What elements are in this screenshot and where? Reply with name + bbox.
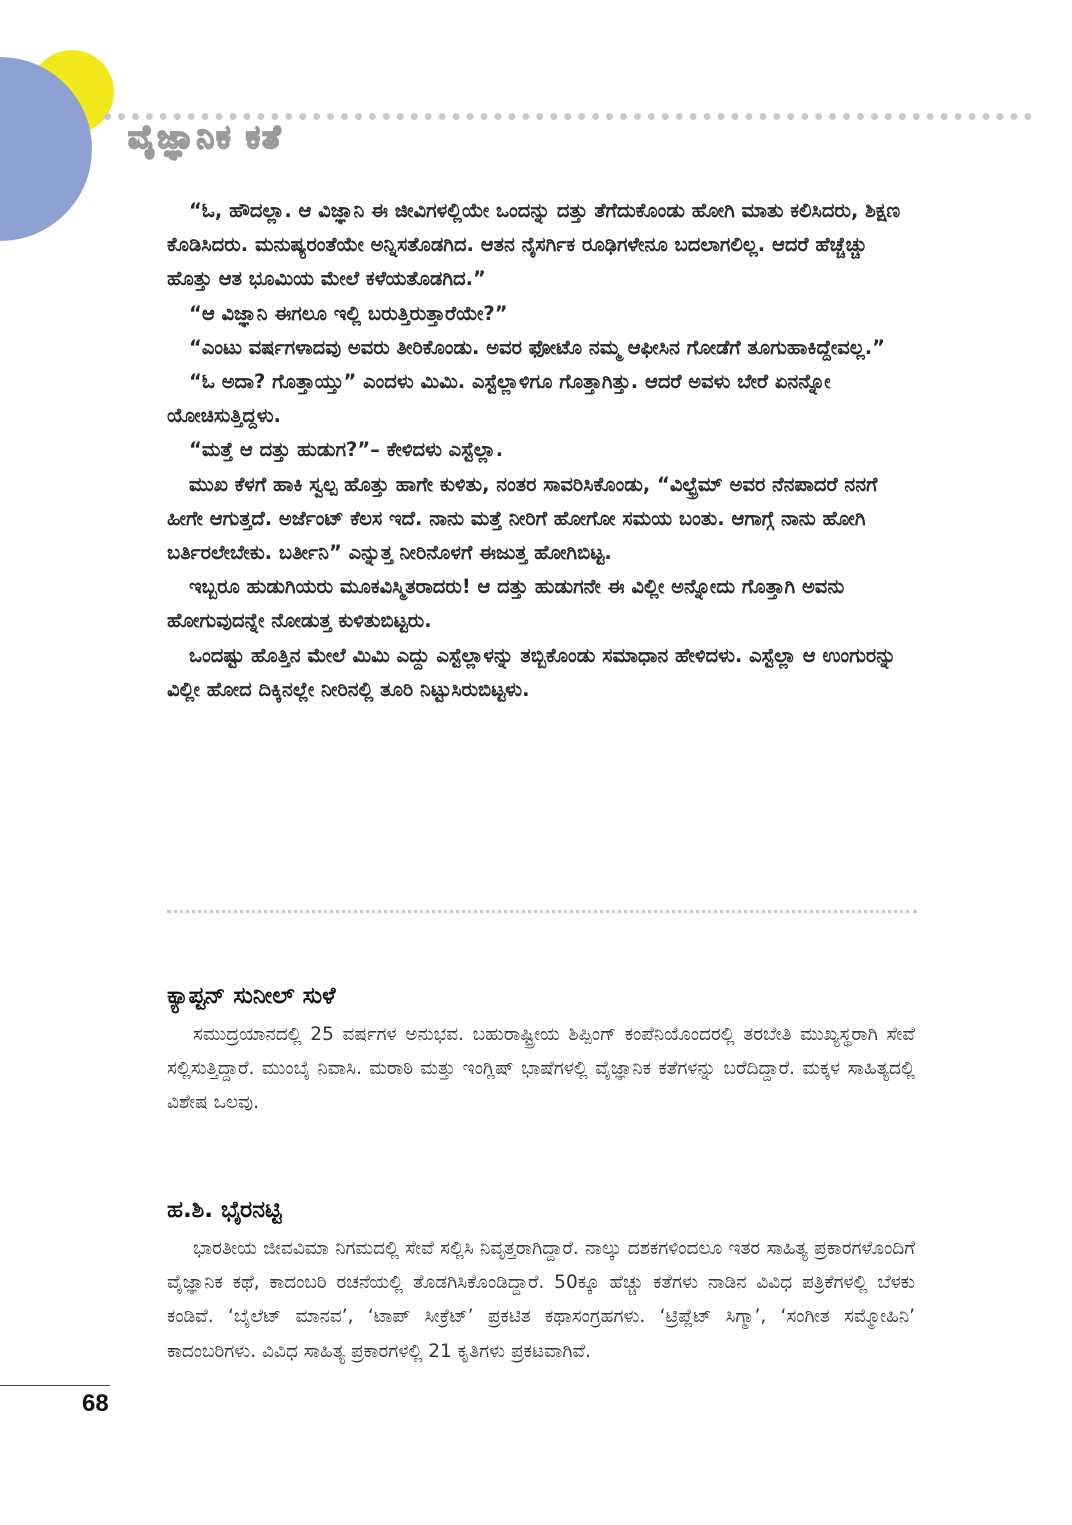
story-body: [167, 194, 915, 707]
story-paragraph: “ಓ, ಹೌದಲ್ಲಾ. ಆ ವಿಜ್ಞಾನಿ ಈ ಜೀವಿಗಳಲ್ಲಿಯೇ ಒಂದನ್ನು ದತ್ತು ತೆಗೆದುಕೊಂಡು ಹೋಗಿ ಮಾತು ಕಲಿಸಿದರು, ಶಿಕ್ಷಣ ಕೊಡಿಸಿದರು. ಮನುಷ್ಯರಂತೆಯೇ ಅನ್ನಿಸತೊಡಗಿದ. ಆತನ ನೈಸರ್ಗಿಕ ರೂಢಿಗಳೇನೂ ಬದಲಾಗಲಿಲ್ಲ. ಆದರೆ ಹೆಚ್ಚೆಚ್ಚು ಹೊತ್ತು ಆತ ಭೂಮಿಯ ಮೇಲೆ ಕಳೆಯತೊಡಗಿದ.”: [167, 199, 901, 291]
story-paragraph: “ಮತ್ತೆ ಆ ದತ್ತು ಹುಡುಗ?”– ಕೇಳಿದಳು ಎಸ್ಟೆಲ್ಲಾ.: [189, 438, 503, 462]
author-bio-text: ಭಾರತೀಯ ಜೀವವಿಮಾ ನಿಗಮದಲ್ಲಿ ಸೇವೆ ಸಲ್ಲಿಸಿ ನಿವೃತ್ತರಾಗಿದ್ದಾರೆ. ನಾಲ್ಕು ದಶಕಗಳಿಂದಲೂ ಇತರ ಸಾಹಿತ್ಯ ಪ್ರಕಾರಗಳೊಂದಿಗೆ ವೈಜ್ಞಾನಿಕ ಕಥೆ, ಕಾದಂಬರಿ ರಚನೆಯಲ್ಲಿ ತೊಡಗಿಸಿಕೊಂಡಿದ್ದಾರೆ. 50ಕ್ಕೂ ಹೆಚ್ಚು ಕತೆಗಳು ನಾಡಿನ ವಿವಿಧ ಪತ್ರಿಕೆಗಳಲ್ಲಿ ಬೆಳಕು ಕಂಡಿವೆ. ‘ಬೈಲೆಟ್ ಮಾನವ’, ‘ಟಾಪ್ ಸೀಕ್ರೆಟ್’ ಪ್ರಕಟಿತ ಕಥಾಸಂಗ್ರಹಗಳು. ‘ಟ್ರಿಪ್ಲೆಟ್ ಸಿಗ್ಮಾ’, ‘ಸಂಗೀತ ಸಮ್ಮೋಹಿನಿ’ ಕಾದಂಬರಿಗಳು. ವಿವಿಧ ಸಾಹಿತ್ಯ ಪ್ರಕಾರಗಳಲ್ಲಿ 21 ಕೃತಿಗಳು ಪ್ರಕಟವಾಗಿವೆ.: [167, 1238, 915, 1362]
section-title: ವೈಜ್ಞಾನಿಕ ಕತೆ: [128, 118, 283, 156]
author-bio: [167, 978, 915, 1121]
author-bio-text: ಸಮುದ್ರಯಾನದಲ್ಲಿ 25 ವರ್ಷಗಳ ಅನುಭವ. ಬಹುರಾಷ್ಟ್ರೀಯ ಶಿಪ್ಪಿಂಗ್ ಕಂಪೆನಿಯೊಂದರಲ್ಲಿ ತರಬೇತಿ ಮುಖ್ಯಸ್ಥರಾಗಿ ಸೇವೆ ಸಲ್ಲಿಸುತ್ತಿದ್ದಾರೆ. ಮುಂಬೈ ನಿವಾಸಿ. ಮರಾಠಿ ಮತ್ತು ಇಂಗ್ಲಿಷ್ ಭಾಷೆಗಳಲ್ಲಿ ವೈಜ್ಞಾನಿಕ ಕತೆಗಳನ್ನು ಬರೆದಿದ್ದಾರೆ. ಮಕ್ಕಳ ಸಾಹಿತ್ಯದಲ್ಲಿ ವಿಶೇಷ ಒಲವು.: [167, 1024, 915, 1114]
author-name: ಹ.ಶಿ. ಭೈರನಟ್ಟಿ: [167, 1197, 282, 1223]
page-number: 68: [82, 1390, 109, 1417]
story-paragraph: “ಓ ಅದಾ? ಗೊತ್ತಾಯ್ತು” ಎಂದಳು ಮಿಮಿ. ಎಸ್ಟೆಲ್ಲಾಳಿಗೂ ಗೊತ್ತಾಗಿತ್ತು. ಆದರೆ ಅವಳು ಬೇರೆ ಏನನ್ನೋ ಯೋಚಿಸುತ್ತಿದ್ದಳು.: [167, 370, 831, 428]
story-paragraph: “ಎಂಟು ವರ್ಷಗಳಾದವು ಅವರು ತೀರಿಕೊಂಡು. ಅವರ ಫೋಟೊ ನಮ್ಮ ಆಫೀಸಿನ ಗೋಡೆಗೆ ತೂಗುಹಾಕಿದ್ದೇವಲ್ಲ.”: [189, 335, 885, 359]
story-paragraph: “ಆ ವಿಜ್ಞಾನಿ ಈಗಲೂ ಇಲ್ಲಿ ಬರುತ್ತಿರುತ್ತಾರೆಯೇ?”: [189, 301, 508, 325]
footer-rule: [0, 1385, 110, 1386]
story-paragraph: ಮುಖ ಕೆಳಗೆ ಹಾಕಿ ಸ್ವಲ್ಪ ಹೊತ್ತು ಹಾಗೇ ಕುಳಿತು, ನಂತರ ಸಾವರಿಸಿಕೊಂಡು, “ವಿಲ್ಫ್ರೆಮ್ ಅವರ ನೆನಪಾದರೆ ನನಗೆ ಹೀಗೇ ಆಗುತ್ತದೆ. ಅರ್ಜೆಂಟ್ ಕೆಲಸ ಇದೆ. ನಾನು ಮತ್ತೆ ನೀರಿಗೆ ಹೋಗೋ ಸಮಯ ಬಂತು. ಆಗಾಗ್ಗೆ ನಾನು ಹೋಗಿ ಬರ್ತಿರಲೇಬೇಕು. ಬರ್ತೀನಿ” ಎನ್ನುತ್ತ ನೀರಿನೊಳಗೆ ಈಜುತ್ತ ಹೋಗಿಬಿಟ್ಟ.: [167, 472, 878, 565]
story-paragraph: ಇಬ್ಬರೂ ಹುಡುಗಿಯರು ಮೂಕವಿಸ್ಮಿತರಾದರು! ಆ ದತ್ತು ಹುಡುಗನೇ ಈ ವಿಲ್ಲೀ ಅನ್ನೋದು ಗೊತ್ತಾಗಿ ಅವನು ಹೋಗುವುದನ್ನೇ ನೋಡುತ್ತ ಕುಳಿತುಬಿಟ್ಟರು.: [167, 575, 845, 633]
author-name: ಕ್ಯಾಪ್ಟನ್ ಸುನೀಲ್ ಸುಳೆ: [167, 983, 336, 1009]
author-bio: [167, 1192, 915, 1369]
section-dotted-divider: [167, 910, 917, 913]
story-paragraph: ಒಂದಷ್ಟು ಹೊತ್ತಿನ ಮೇಲೆ ಮಿಮಿ ಎದ್ದು ಎಸ್ಟೆಲ್ಲಾಳನ್ನು ತಬ್ಬಿಕೊಂಡು ಸಮಾಧಾನ ಹೇಳಿದಳು. ಎಸ್ಟೆಲ್ಲಾ ಆ ಉಂಗುರನ್ನು ವಿಲ್ಲೀ ಹೋದ ದಿಕ್ಕಿನಲ್ಲೇ ನೀರಿನಲ್ಲಿ ತೂರಿ ನಿಟ್ಟುಸಿರುಬಿಟ್ಟಳು.: [167, 643, 896, 701]
